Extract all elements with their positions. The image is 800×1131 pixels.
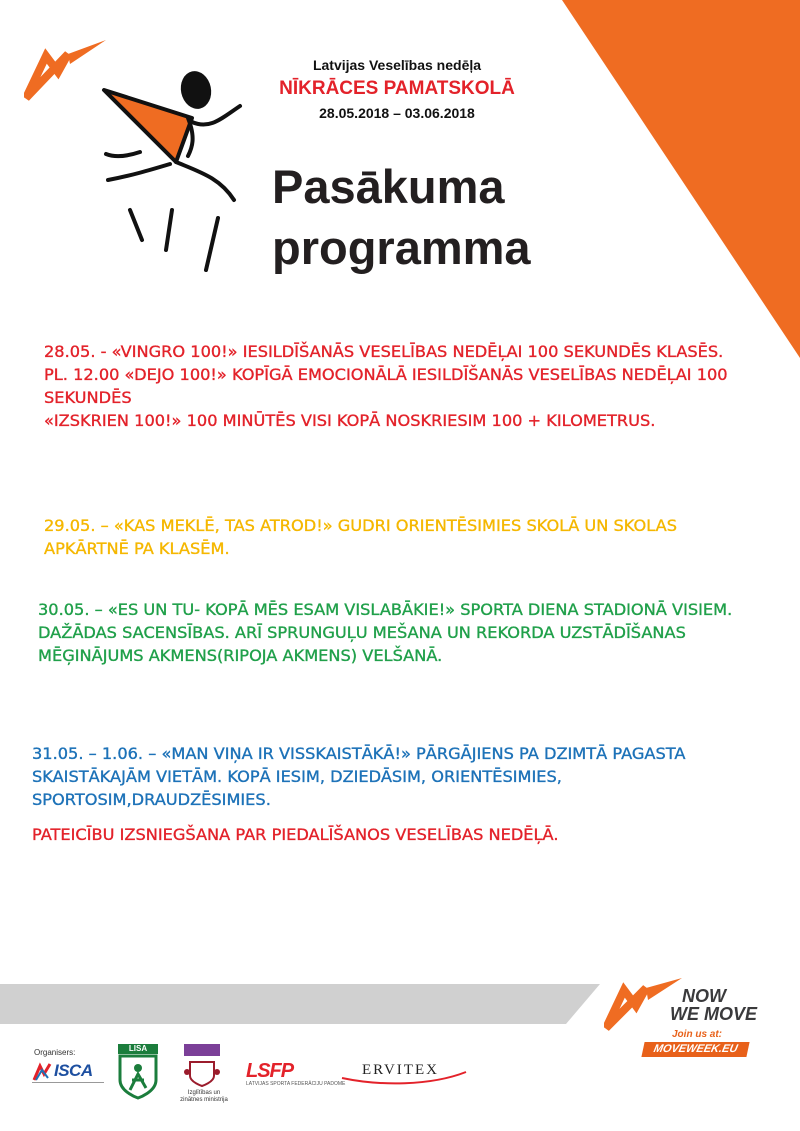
lsfp-logo-subtitle: LATVIJAS SPORTA FEDERĀCIJU PADOME [246, 1081, 346, 1087]
program-item: 31.05. – 1.06. – «MAN VIŅA IR VISSKAISTĀKĀ!» PĀRGĀJIENS PA DZIMTĀ PAGASTA SKAISTĀKAJĀM VIETĀM. KOPĀ IESIM, DZIEDĀSIM, ORIENTĒSIMIES, SPORTOSIM,DRAUDZĒSIMIES. [32, 744, 686, 809]
program-block-1 [44, 340, 764, 432]
lisa-shield-icon [118, 1054, 158, 1100]
ministry-logo-text: Izglītības un zinātnes ministrija [180, 1090, 228, 1103]
program-block-3 [38, 598, 758, 667]
isca-figure-icon [32, 1060, 54, 1082]
page-title-line2: programma [272, 221, 531, 274]
page-title-line1: Pasākuma [272, 160, 505, 213]
coat-of-arms-icon [184, 1058, 220, 1088]
school-name: NĪKRĀCES PAMATSKOLĀ [279, 78, 515, 99]
program-item: 30.05. – «ES UN TU- KOPĀ MĒS ESAM VISLABĀKIE!» SPORTA DIENA STADIONĀ VISIEM. [38, 600, 733, 619]
isca-logo-text: ISCA [54, 1061, 93, 1080]
program-block-4 [32, 742, 782, 811]
program-item: PATEICĪBU IZSNIEGŠANA PAR PIEDALĪŠANOS VESELĪBAS NEDĒĻĀ. [32, 825, 559, 844]
organisers-label: Organisers: [34, 1048, 76, 1057]
ervitex-logo-text: ERVITEX [362, 1062, 439, 1078]
orange-corner-band [562, 0, 800, 358]
program-item: «IZSKRIEN 100!» 100 MINŪTĒS VISI KOPĀ NOSKRIESIM 100 + KILOMETRUS. [44, 411, 656, 430]
program-item: DAŽĀDAS SACENSĪBAS. ARĪ SPRUNGUĻU MEŠANA UN REKORDA UZSTĀDĪŠANAS MĒĢINĀJUMS AKMENS(RIPOJA AKMENS) VELŠANĀ. [38, 623, 686, 665]
ervitex-logo [340, 1060, 468, 1088]
event-dates: 28.05.2018 – 03.06.2018 [319, 105, 475, 121]
lisa-logo [118, 1044, 158, 1100]
join-us-label: Join us at: [672, 1029, 723, 1040]
we-move-label: WE MOVE [670, 1004, 758, 1024]
program-item: 28.05. - «VINGRO 100!» IESILDĪŠANĀS VESELĪBAS NEDĒĻAI 100 SEKUNDĒS KLASĒS. [44, 342, 724, 361]
lisa-logo-text: LISA [118, 1044, 158, 1054]
event-subtitle: Latvijas Veselības nedēļa [312, 57, 482, 73]
ministry-logo [176, 1044, 232, 1110]
moveweek-url: MOVEWEEK.EU [641, 1042, 749, 1057]
lsfp-logo-text: LSFP [246, 1060, 294, 1082]
program-block-2 [44, 514, 744, 560]
isca-logo [32, 1060, 104, 1084]
program-block-5 [32, 823, 782, 846]
moveweek-logo-small [24, 38, 108, 102]
lsfp-logo [246, 1060, 346, 1090]
now-label: NOW [682, 986, 726, 1006]
program-item: PL. 12.00 «DEJO 100!» KOPĪGĀ EMOCIONĀLĀ IESILDĪŠANĀS VESELĪBAS NEDĒĻAI 100 SEKUNDĒS [44, 365, 728, 407]
program-item: 29.05. – «KAS MEKLĒ, TAS ATROD!» GUDRI ORIENTĒSIMIES SKOLĀ UN SKOLAS APKĀRTNĒ PA KLASĒM. [44, 516, 678, 558]
